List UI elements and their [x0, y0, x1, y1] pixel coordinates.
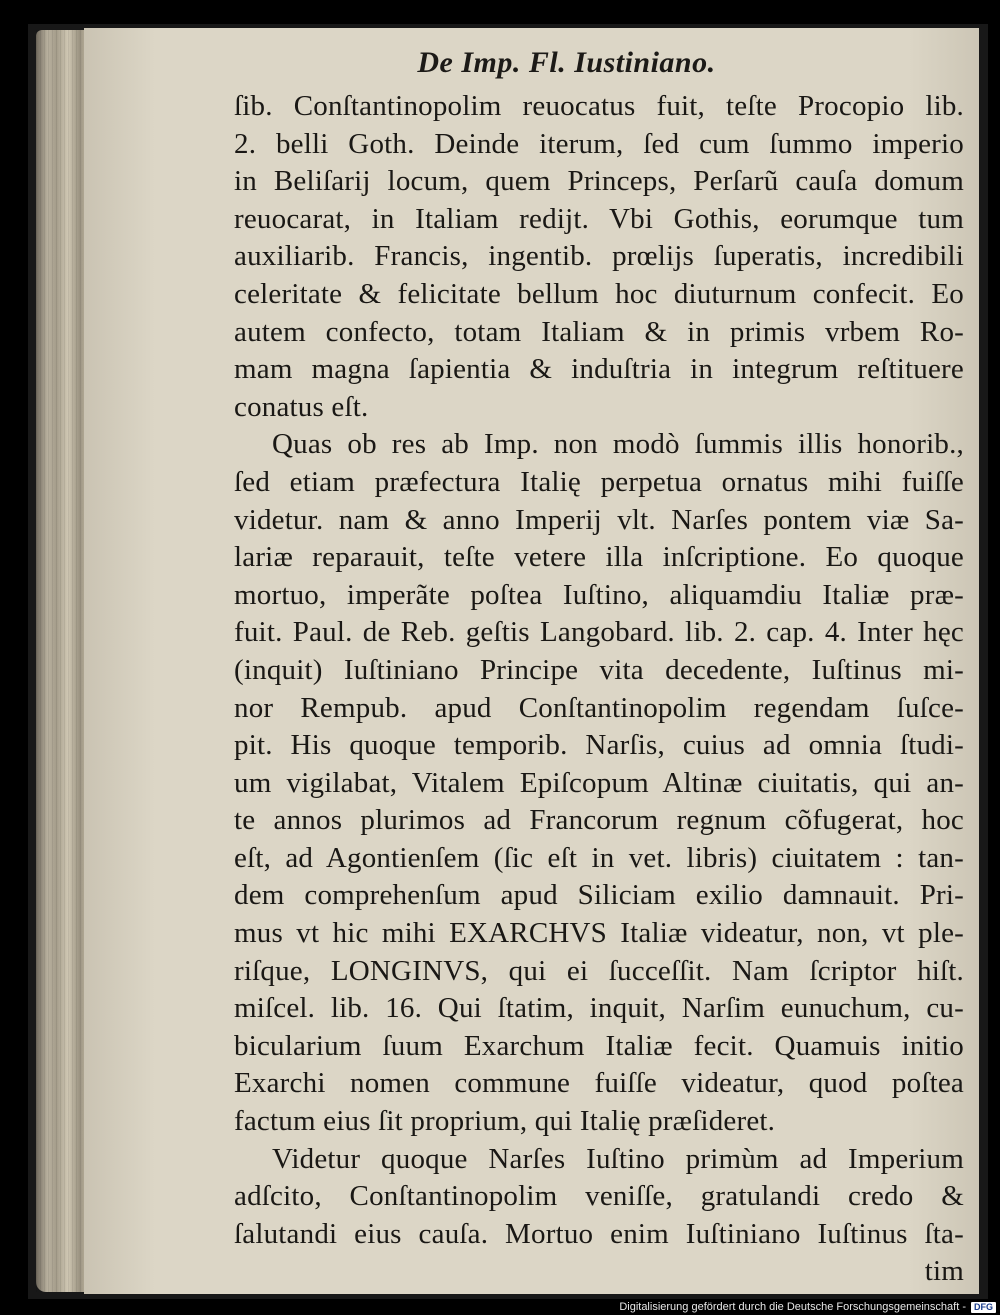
text-line: pit. His quoque temporib. Narſis, cuius ad omnia ſtudi-	[234, 729, 964, 762]
text-line: ſib. Conſtantinopolim reuocatus fuit, teſte Procopio lib.	[234, 90, 964, 122]
text-line: dem comprehenſum apud Siliciam exilio damnauit. Pri-	[234, 879, 964, 912]
text-line: (inquit) Iuſtiniano Principe vita decedente, Iuſtinus mi-	[234, 653, 964, 686]
text-line: factum eius ſit proprium, qui Italię præſideret.	[234, 1105, 776, 1138]
text-line: te annos plurimos ad Francorum regnum cõfugerat, hoc	[234, 804, 964, 837]
catchword: tim	[924, 1255, 964, 1288]
text-line: lariæ reparauit, teſte vetere illa inſcriptione. Eo quoque	[234, 541, 964, 574]
body-text	[234, 88, 964, 1291]
dfg-logo-icon: DFG	[971, 1302, 996, 1313]
text-line: reuocarat, in Italiam redijt. Vbi Gothis, eorumque tum	[234, 202, 964, 235]
text-line: Videtur quoque Narſes Iuſtino primùm ad Imperium	[272, 1142, 964, 1175]
running-header: De Imp. Fl. Iustiniano.	[417, 46, 716, 79]
text-line: autem confecto, totam Italiam & in primis vrbem Ro-	[234, 315, 964, 348]
book-page	[84, 28, 979, 1294]
text-line: eſt, ad Agontienſem (ſic eſt in vet. libris) ciuitatem : tan-	[234, 841, 964, 874]
text-line: ſalutandi eius cauſa. Mortuo enim Iuſtiniano Iuſtinus ſta-	[234, 1217, 964, 1250]
text-line: mus vt hic mihi EXARCHVS Italiæ videatur, non, vt ple-	[234, 917, 964, 950]
text-line: miſcel. lib. 16. Qui ſtatim, inquit, Narſim eunuchum, cu-	[234, 992, 964, 1025]
text-line: Exarchi nomen commune fuiſſe videatur, quod poſtea	[234, 1067, 964, 1100]
text-line: celeritate & felicitate bellum hoc diuturnum confecit. Eo	[234, 277, 964, 310]
text-line: in Beliſarij locum, quem Princeps, Perſarũ cauſa domum	[234, 165, 964, 198]
text-line: riſque, LONGINVS, qui ei ſucceſſit. Nam ſcriptor hiſt.	[234, 954, 964, 987]
text-line: mortuo, imperãte poſtea Iuſtino, aliquamdiu Italiæ præ-	[234, 578, 964, 611]
text-line: bicularium ſuum Exarchum Italiæ fecit. Quamuis initio	[234, 1029, 964, 1062]
funding-notice: Digitalisierung gefördert durch die Deutsche Forschungsgemeinschaft -	[619, 1301, 966, 1313]
text-line: conatus eſt.	[234, 390, 369, 423]
text-line: Quas ob res ab Imp. non modò ſummis illis honorib.,	[272, 428, 964, 461]
text-line: ſed etiam præfectura Italię perpetua ornatus mihi fuiſſe	[234, 465, 964, 498]
text-line: mam magna ſapientia & induſtria in integrum reſtituere	[234, 353, 964, 386]
text-line: nor Rempub. apud Conſtantinopolim regendam ſuſce-	[234, 691, 964, 724]
text-line: um vigilabat, Vitalem Epiſcopum Altinæ ciuitatis, qui an-	[234, 766, 964, 799]
text-line: 2. belli Goth. Deinde iterum, ſed cum ſummo imperio	[234, 127, 964, 160]
text-line: adſcito, Conſtantinopolim veniſſe, gratulandi credo &	[234, 1180, 964, 1213]
text-line: videtur. nam & anno Imperij vlt. Narſes pontem viæ Sa-	[234, 503, 964, 536]
text-line: fuit. Paul. de Reb. geſtis Langobard. lib. 2. cap. 4. Inter hęc	[234, 616, 964, 649]
text-line: auxiliarib. Francis, ingentib. prœlijs ſuperatis, incredibili	[234, 240, 964, 273]
